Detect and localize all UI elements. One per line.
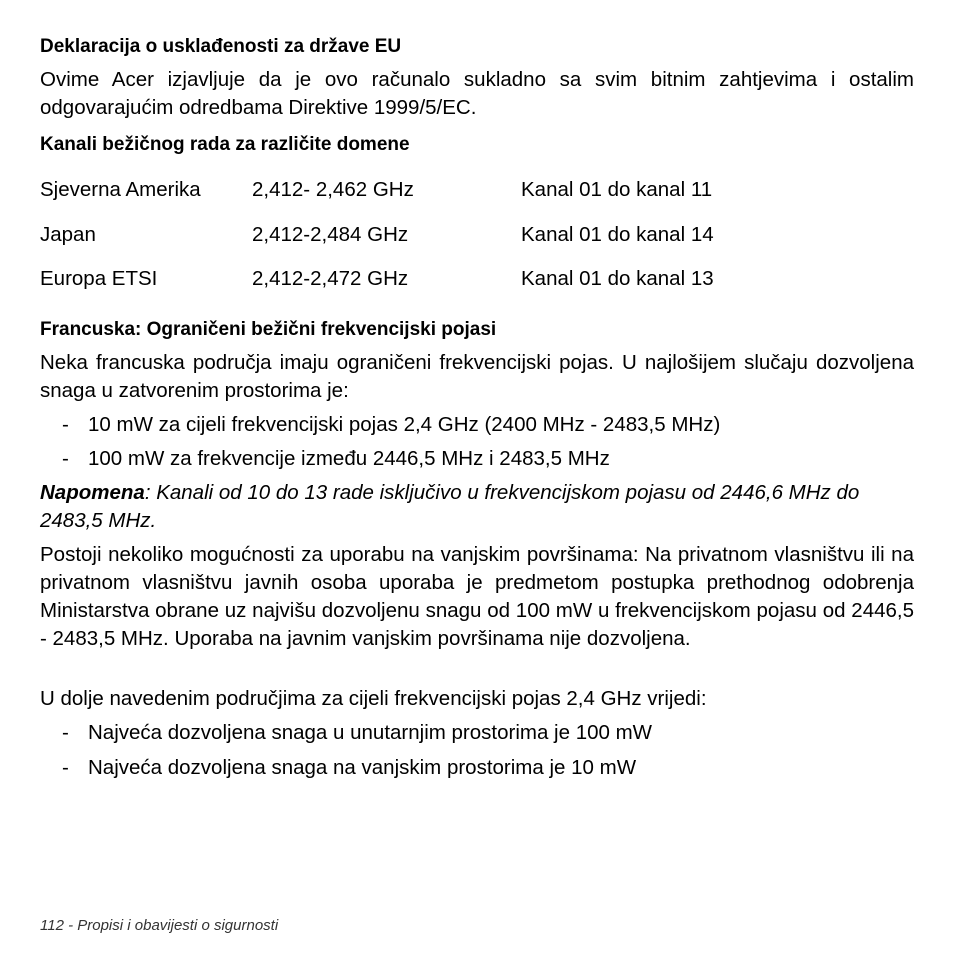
band-cell: 2,412-2,472 GHz [252, 267, 409, 290]
bullet-dash: - [62, 756, 69, 779]
region-cell: Japan [40, 223, 96, 246]
bullet-dash: - [62, 721, 69, 744]
france-intro: Neka francuska područja imaju ograničeni frekvencijski pojas. U najlošijem slučaju dozvoljena snaga u zatvorenim prostorima je: [40, 351, 914, 402]
bullet-dash: - [62, 413, 69, 436]
list-item [40, 445, 914, 473]
note-text: : Kanali od 10 do 13 rade isključivo u frekvencijskom pojasu od 2446,6 MHz do 2483,5 MHz. [40, 481, 860, 532]
list-item [40, 411, 914, 439]
channels-heading: Kanali bežičnog rada za različite domene [40, 134, 410, 155]
list-item-text: Najveća dozvoljena snaga u unutarnjim prostorima je 100 mW [88, 721, 653, 744]
band-cell: 2,412- 2,462 GHz [252, 178, 414, 201]
channels-cell: Kanal 01 do kanal 13 [521, 267, 714, 290]
france-heading: Francuska: Ograničeni bežični frekvencijski pojasi [40, 319, 497, 340]
region-cell: Sjeverna Amerika [40, 178, 201, 201]
list-item [40, 754, 914, 782]
page-footer: 112 - Propisi i obavijesti o sigurnosti [40, 917, 279, 934]
note-paragraph [40, 479, 914, 535]
channels-cell: Kanal 01 do kanal 14 [521, 223, 714, 246]
table-row [40, 176, 914, 204]
outdoor-paragraph: Postoji nekoliko mogućnosti za uporabu na vanjskim površinama: Na privatnom vlasništvu ili na privatnom vlasništvu javnih osoba uporaba je predmetom postupka prethodnog odobrenja Ministarstva obrane uz najvišu dozvoljenu snagu od 100 mW u frekvencijskom pojasu od 2446,5 - 2483,5 MHz. Uporaba na javnim vanjskim površinama nije dozvoljena. [40, 543, 914, 650]
eu-declaration-body: Ovime Acer izjavljuje da je ovo računalo sukladno sa svim bitnim zahtjevima i ostalim odgovarajućim odredbama Direktive 1999/5/EC. [40, 68, 914, 119]
band-cell: 2,412-2,484 GHz [252, 223, 409, 246]
channels-cell: Kanal 01 do kanal 11 [521, 178, 713, 201]
areas-intro: U dolje navedenim područjima za cijeli frekvencijski pojas 2,4 GHz vrijedi: [40, 687, 707, 710]
eu-declaration-heading: Deklaracija o usklađenosti za države EU [40, 36, 402, 57]
list-item [40, 719, 914, 747]
list-item-text: 100 mW za frekvencije između 2446,5 MHz i 2483,5 MHz [88, 447, 610, 470]
list-item-text: Najveća dozvoljena snaga na vanjskim prostorima je 10 mW [88, 756, 637, 779]
table-row [40, 265, 914, 293]
table-row [40, 221, 914, 249]
note-label: Napomena [40, 481, 145, 504]
region-cell: Europa ETSI [40, 267, 158, 290]
list-item-text: 10 mW za cijeli frekvencijski pojas 2,4 GHz (2400 MHz - 2483,5 MHz) [88, 413, 721, 436]
bullet-dash: - [62, 447, 69, 470]
